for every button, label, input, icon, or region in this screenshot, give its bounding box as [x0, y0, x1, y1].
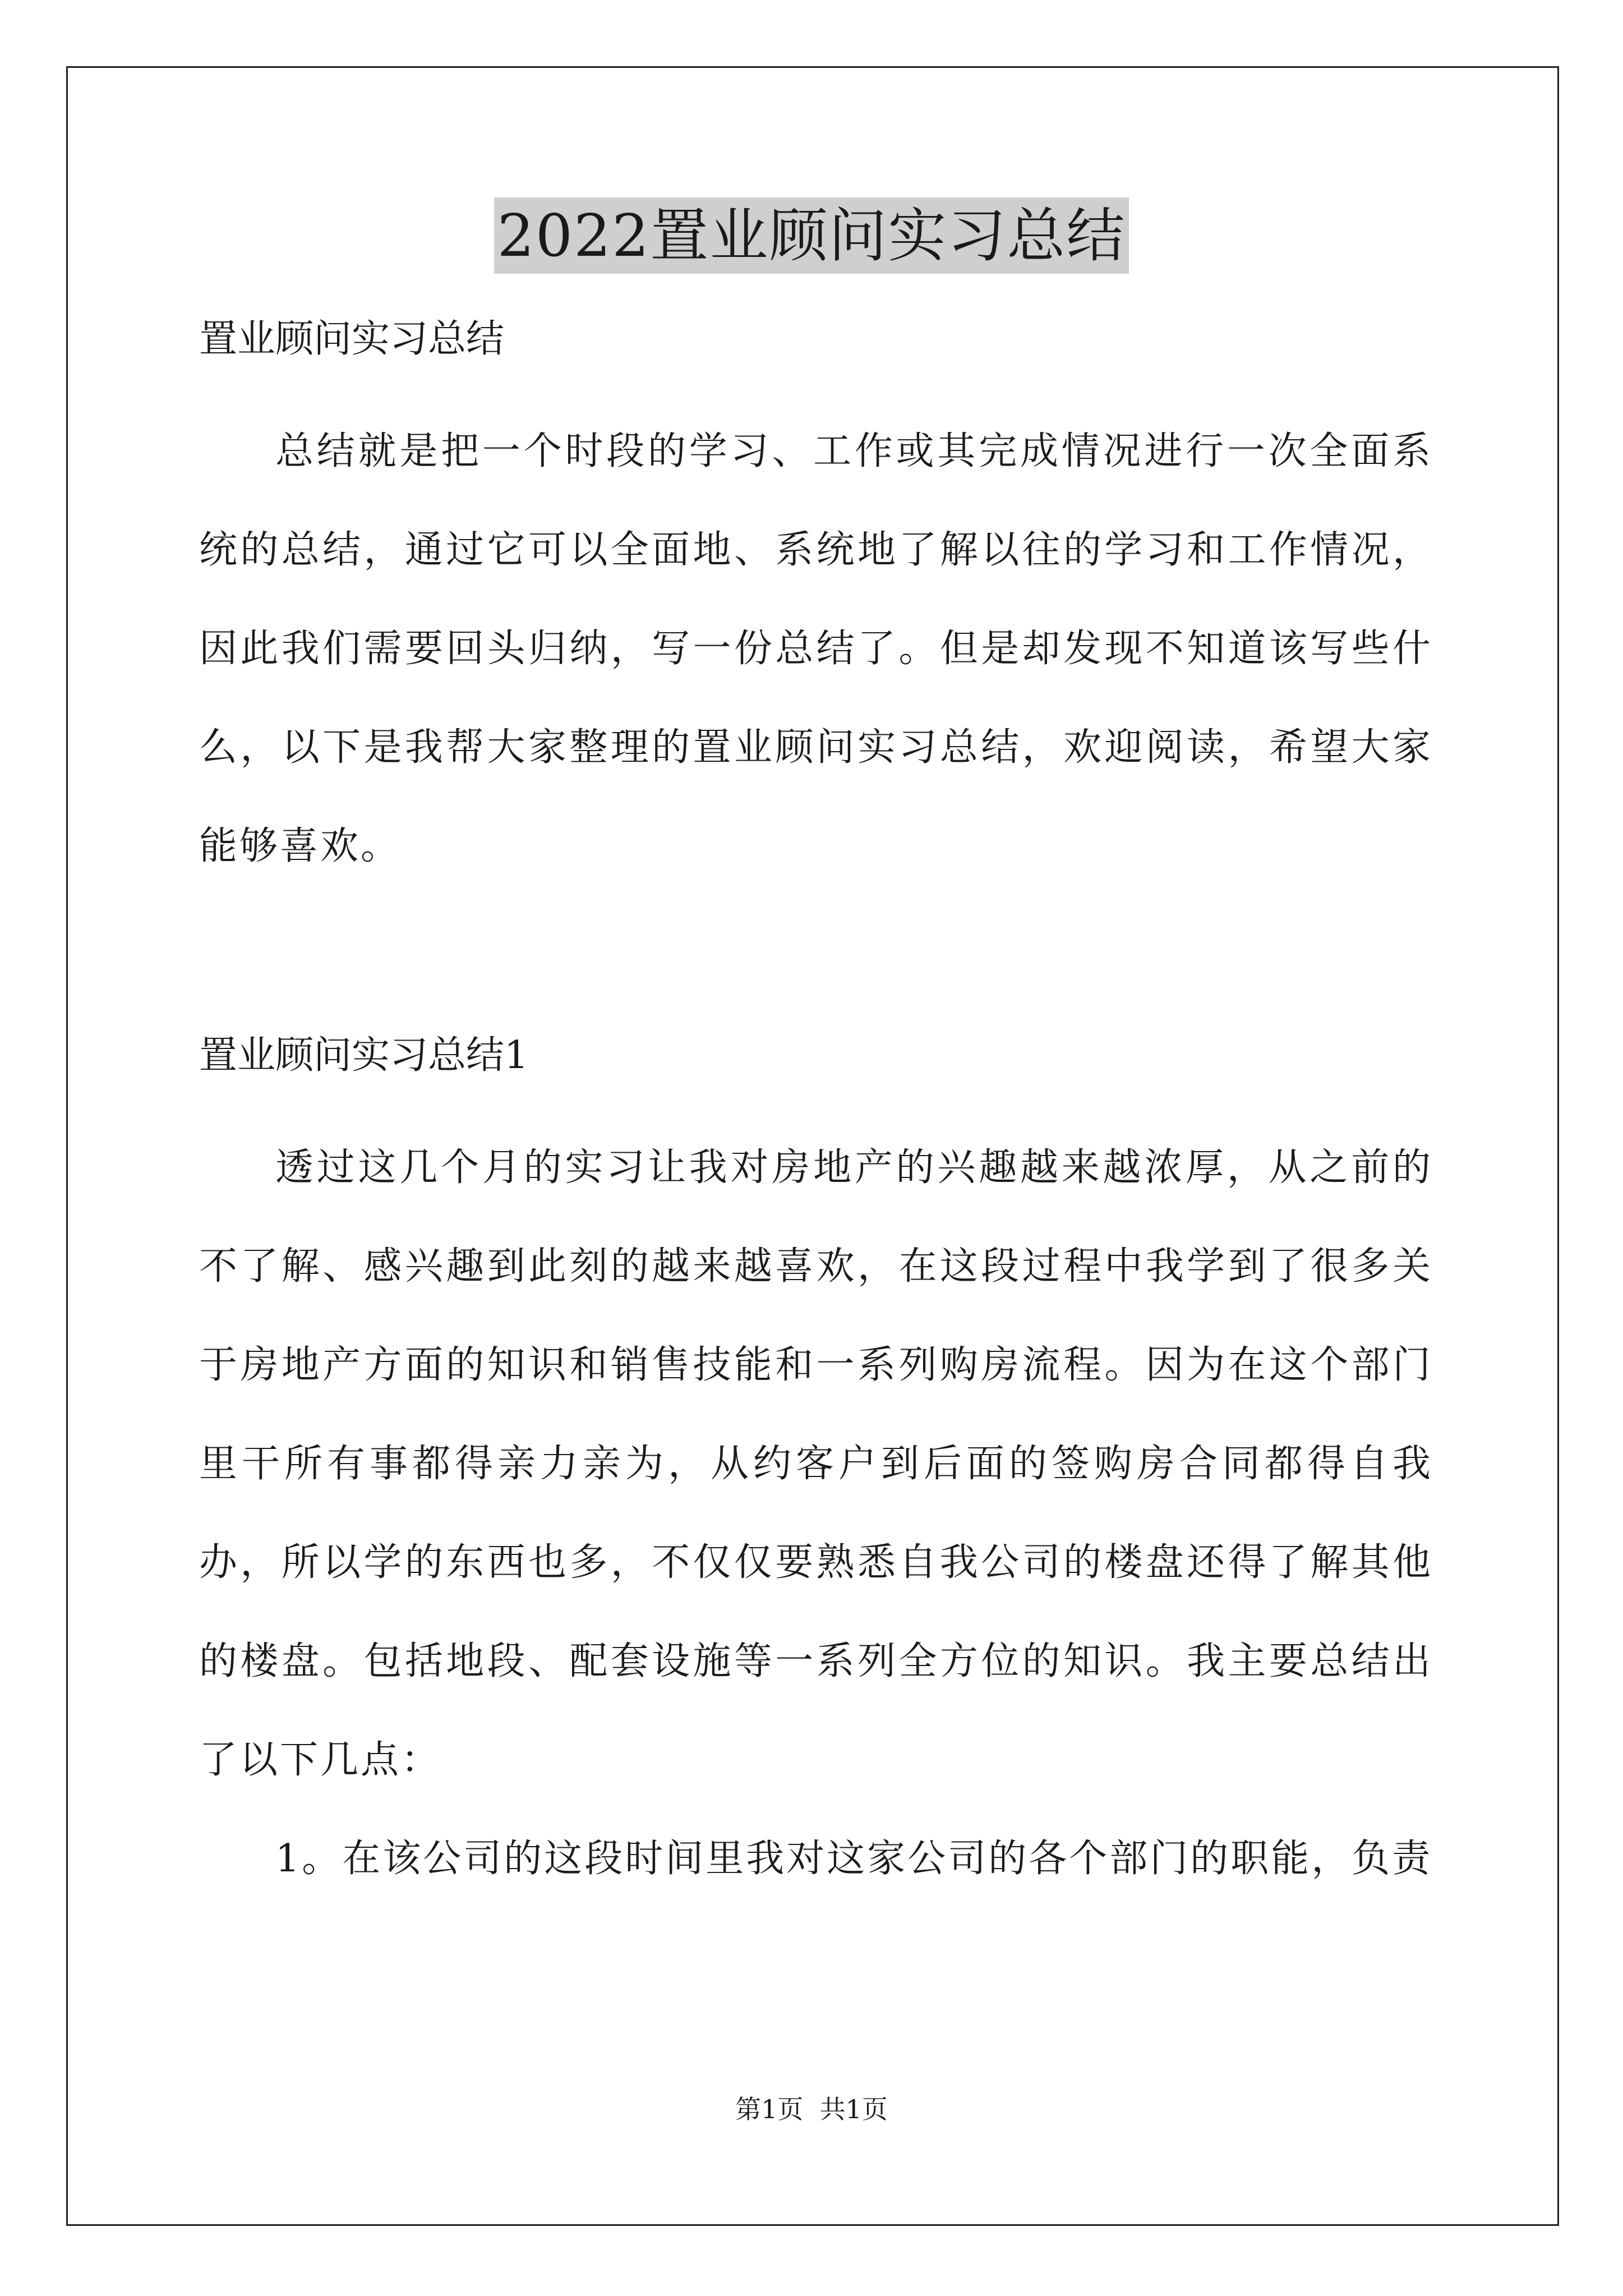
page-footer: 第1页 共1页 — [735, 2094, 888, 2124]
document-body — [199, 311, 1433, 1908]
section-heading-1: 置业顾问实习总结1 — [199, 1033, 529, 1078]
subtitle: 置业顾问实习总结 — [199, 317, 505, 361]
intro-paragraph: 总结就是把一个时段的学习、工作或其完成情况进行一次全面系统的总结，通过它可以全面地、系统地了解以往的学习和工作情况，因此我们需要回头归纳，写一份总结了。但是却发现不知道该写些什么，以下是我帮大家整理的置业顾问实习总结，欢迎阅读，希望大家能够喜欢。 — [199, 429, 1433, 868]
section-1-paragraph: 透过这几个月的实习让我对房地产的兴趣越来越浓厚，从之前的不了解、感兴趣到此刻的越来越喜欢，在这段过程中我学到了很多关于房地产方面的知识和销售技能和一系列购房流程。因为在这个部门里干所有事都得亲力亲为，从约客户到后面的签购房合同都得自我办，所以学的东西也多，不仅仅要熟悉自我公司的楼盘还得了解其他的楼盘。包括地段、配套设施等一系列全方位的知识。我主要总结出了以下几点： — [199, 1145, 1433, 1782]
list-item-1: 1。在该公司的这段时间里我对这家公司的各个部门的职能，负责 — [275, 1837, 1433, 1881]
document-title: 2022置业顾问实习总结 — [494, 197, 1129, 274]
title-container — [0, 197, 1623, 274]
